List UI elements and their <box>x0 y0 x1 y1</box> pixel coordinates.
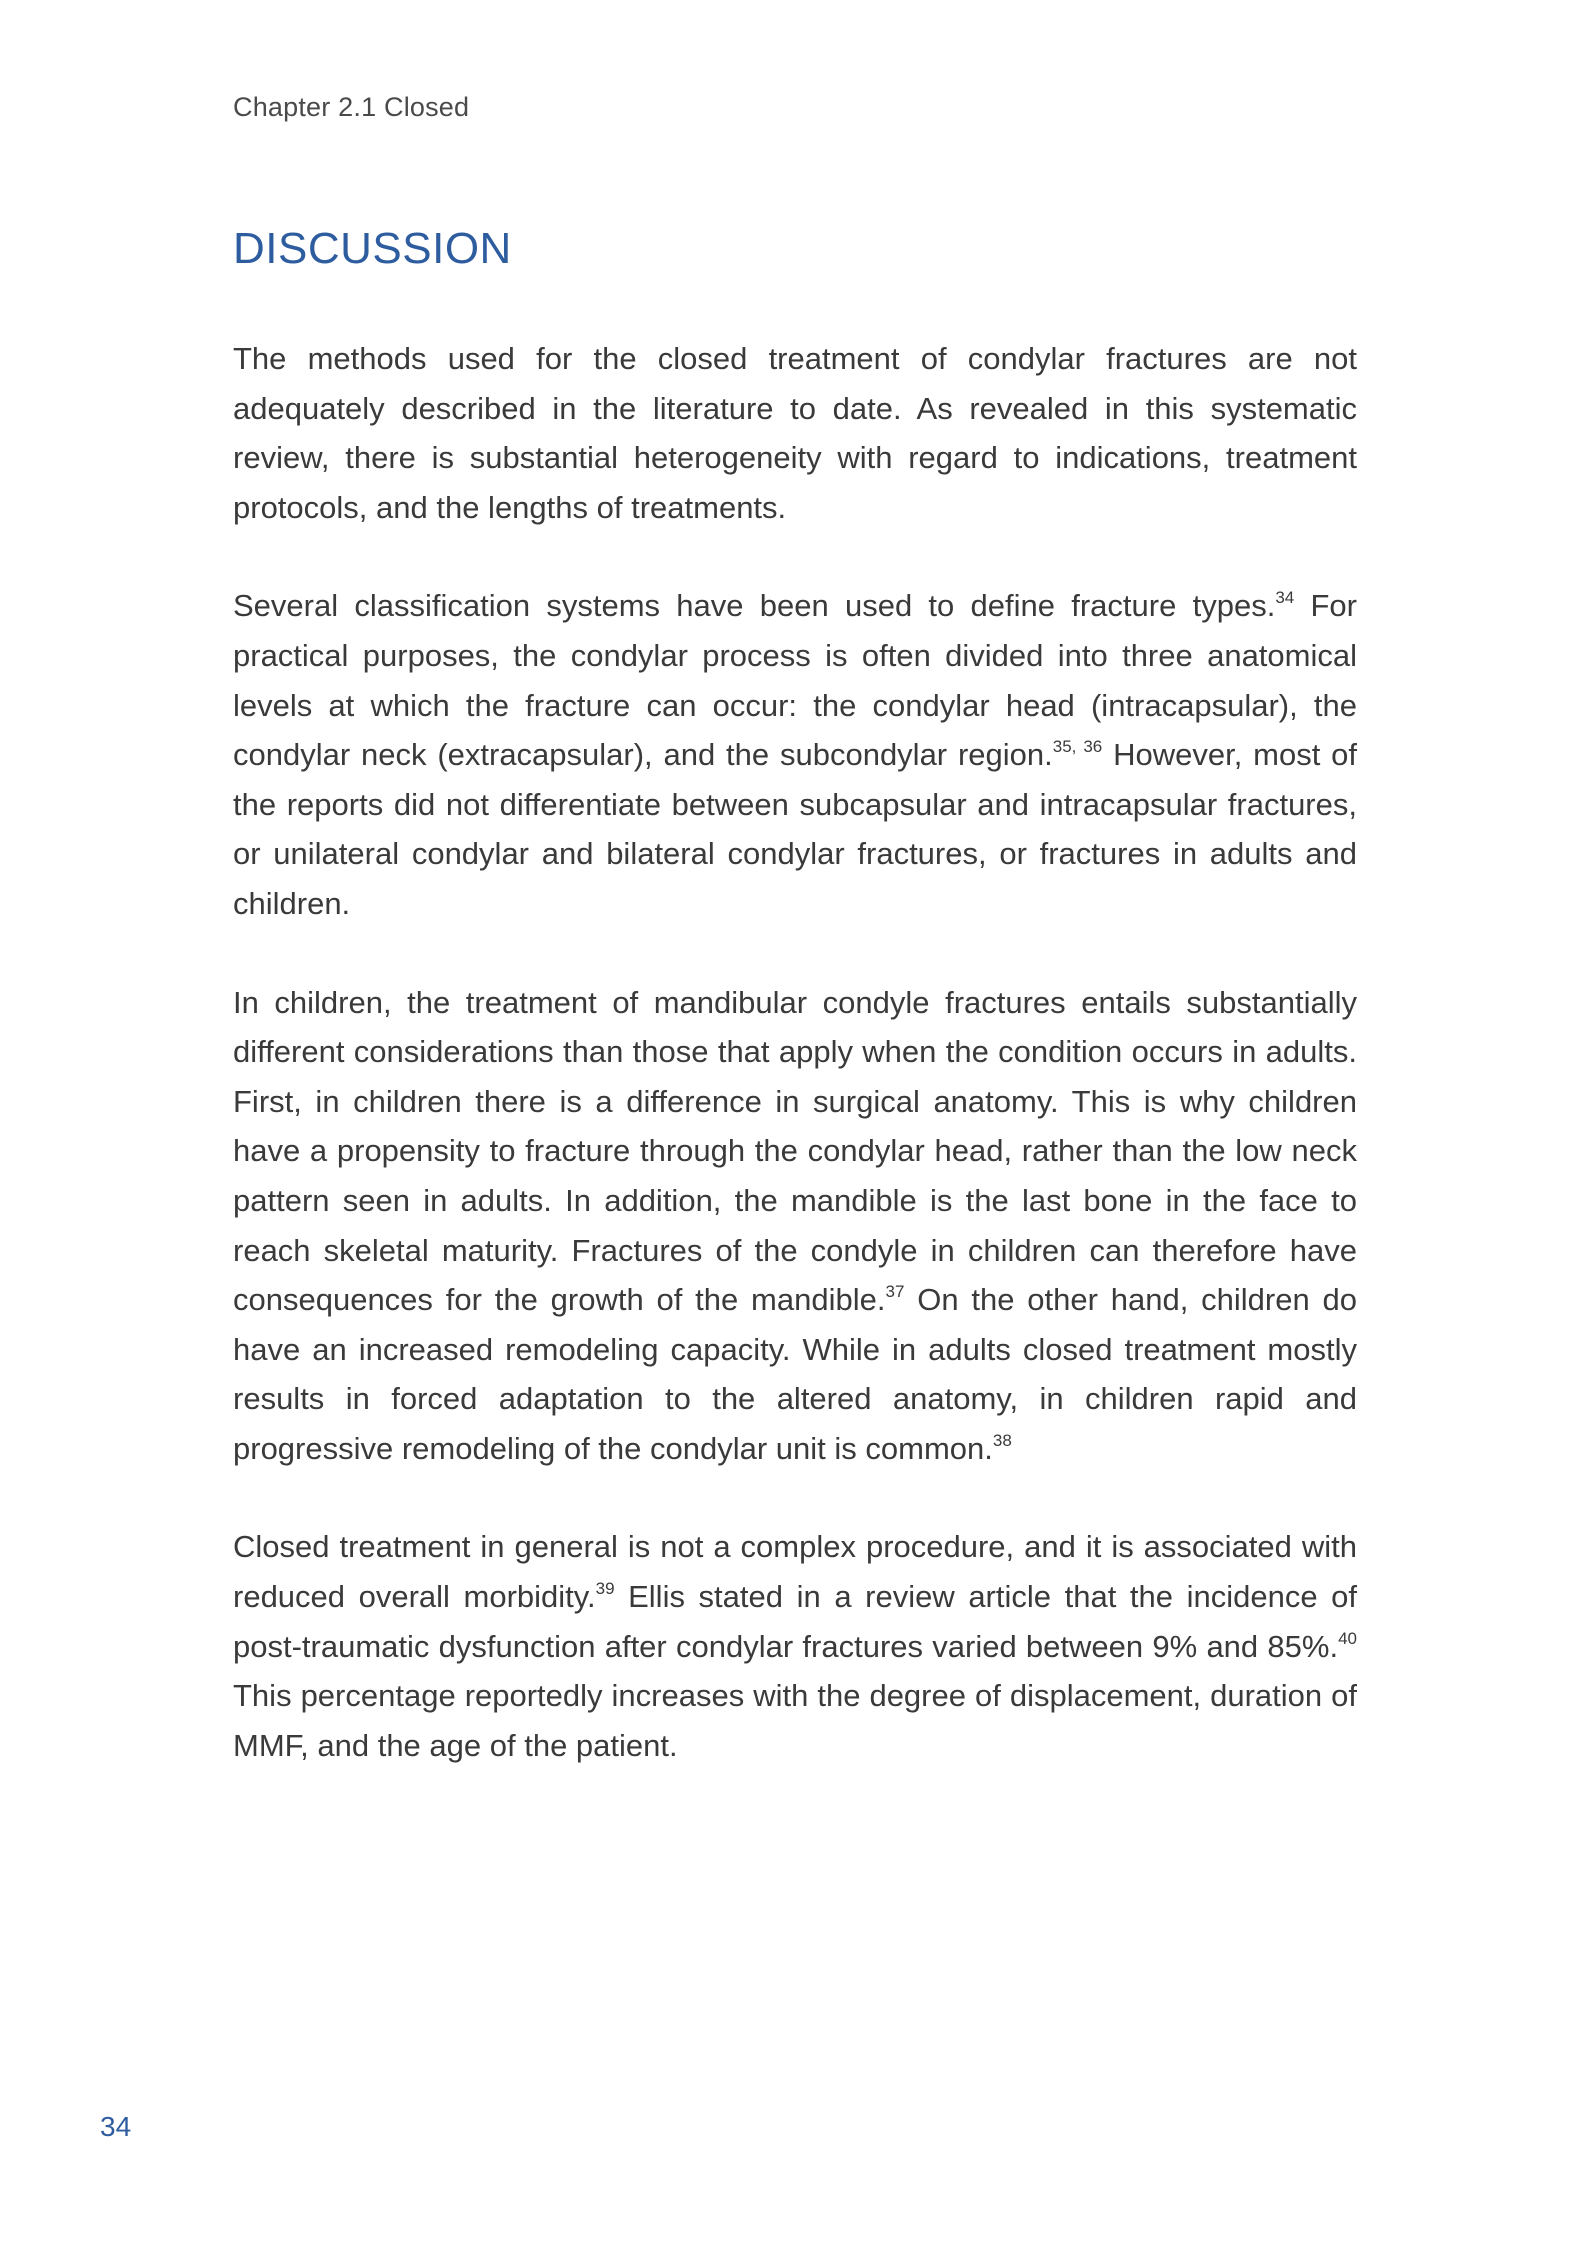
paragraph-text: In children, the treatment of mandibular condyle fractures entails substantially different considerations than those that apply when the condition occurs in adults. First, in children there is a difference in surgical anatomy. This is why children have a propensity to fracture through the condylar head, rather than the low neck pattern seen in adults. In addition, the mandible is the last bone in the face to reach skeletal maturity. Fractures of the condyle in children can therefore have consequences for the growth of the mandible. <box>233 984 1357 1318</box>
citation-superscript: 39 <box>595 1579 615 1599</box>
citation-superscript: 35, 36 <box>1052 737 1103 757</box>
paragraph-text: However, most of the reports did not differentiate between subcapsular and intracapsular fractures, or unilateral condylar and bilateral condylar fractures, or fractures in adults and children. <box>233 737 1357 921</box>
paragraph-children <box>233 978 1357 1474</box>
paragraph-text: For practical purposes, the condylar process is often divided into three anatomical levels at which the fracture can occur: the condylar head (intracapsular), the condylar neck (extracapsular), and the subcondylar region. <box>233 588 1357 773</box>
citation-superscript: 34 <box>1275 588 1295 608</box>
paragraph-text: This percentage reportedly increases with the degree of displacement, duration of MMF, and the age of the patient. <box>233 1678 1357 1763</box>
paragraph-text: Closed treatment in general is not a complex procedure, and it is associated with reduced overall morbidity. <box>233 1529 1357 1615</box>
citation-superscript: 40 <box>1338 1628 1357 1648</box>
paragraph-methods <box>233 334 1357 532</box>
paragraph-text: The methods used for the closed treatment of condylar fractures are not adequately described in the literature to date. As revealed in this systematic review, there is substantial heterogeneity with regard to indications, treatment protocols, and the lengths of treatments. <box>233 341 1357 525</box>
paragraph-closed-treatment <box>233 1522 1357 1770</box>
section-title: DISCUSSION <box>233 224 512 273</box>
citation-superscript: 38 <box>992 1430 1012 1450</box>
paragraph-text: Several classification systems have been used to define fracture types. <box>233 588 1276 624</box>
page-number: 34 <box>100 2111 132 2142</box>
citation-superscript: 37 <box>885 1282 905 1302</box>
paragraph-text: On the other hand, children do have an increased remodeling capacity. While in adults closed treatment mostly results in forced adaptation to the altered anatomy, in children rapid and progressive remodeling of the condylar unit is common. <box>233 1282 1358 1466</box>
paragraph-classification <box>233 581 1357 928</box>
running-header: Chapter 2.1 Closed <box>233 92 470 122</box>
paragraph-text: Ellis stated in a review article that the incidence of post-traumatic dysfunction after condylar fractures varied between 9% and 85%. <box>233 1579 1358 1664</box>
body-text <box>233 334 1357 1819</box>
